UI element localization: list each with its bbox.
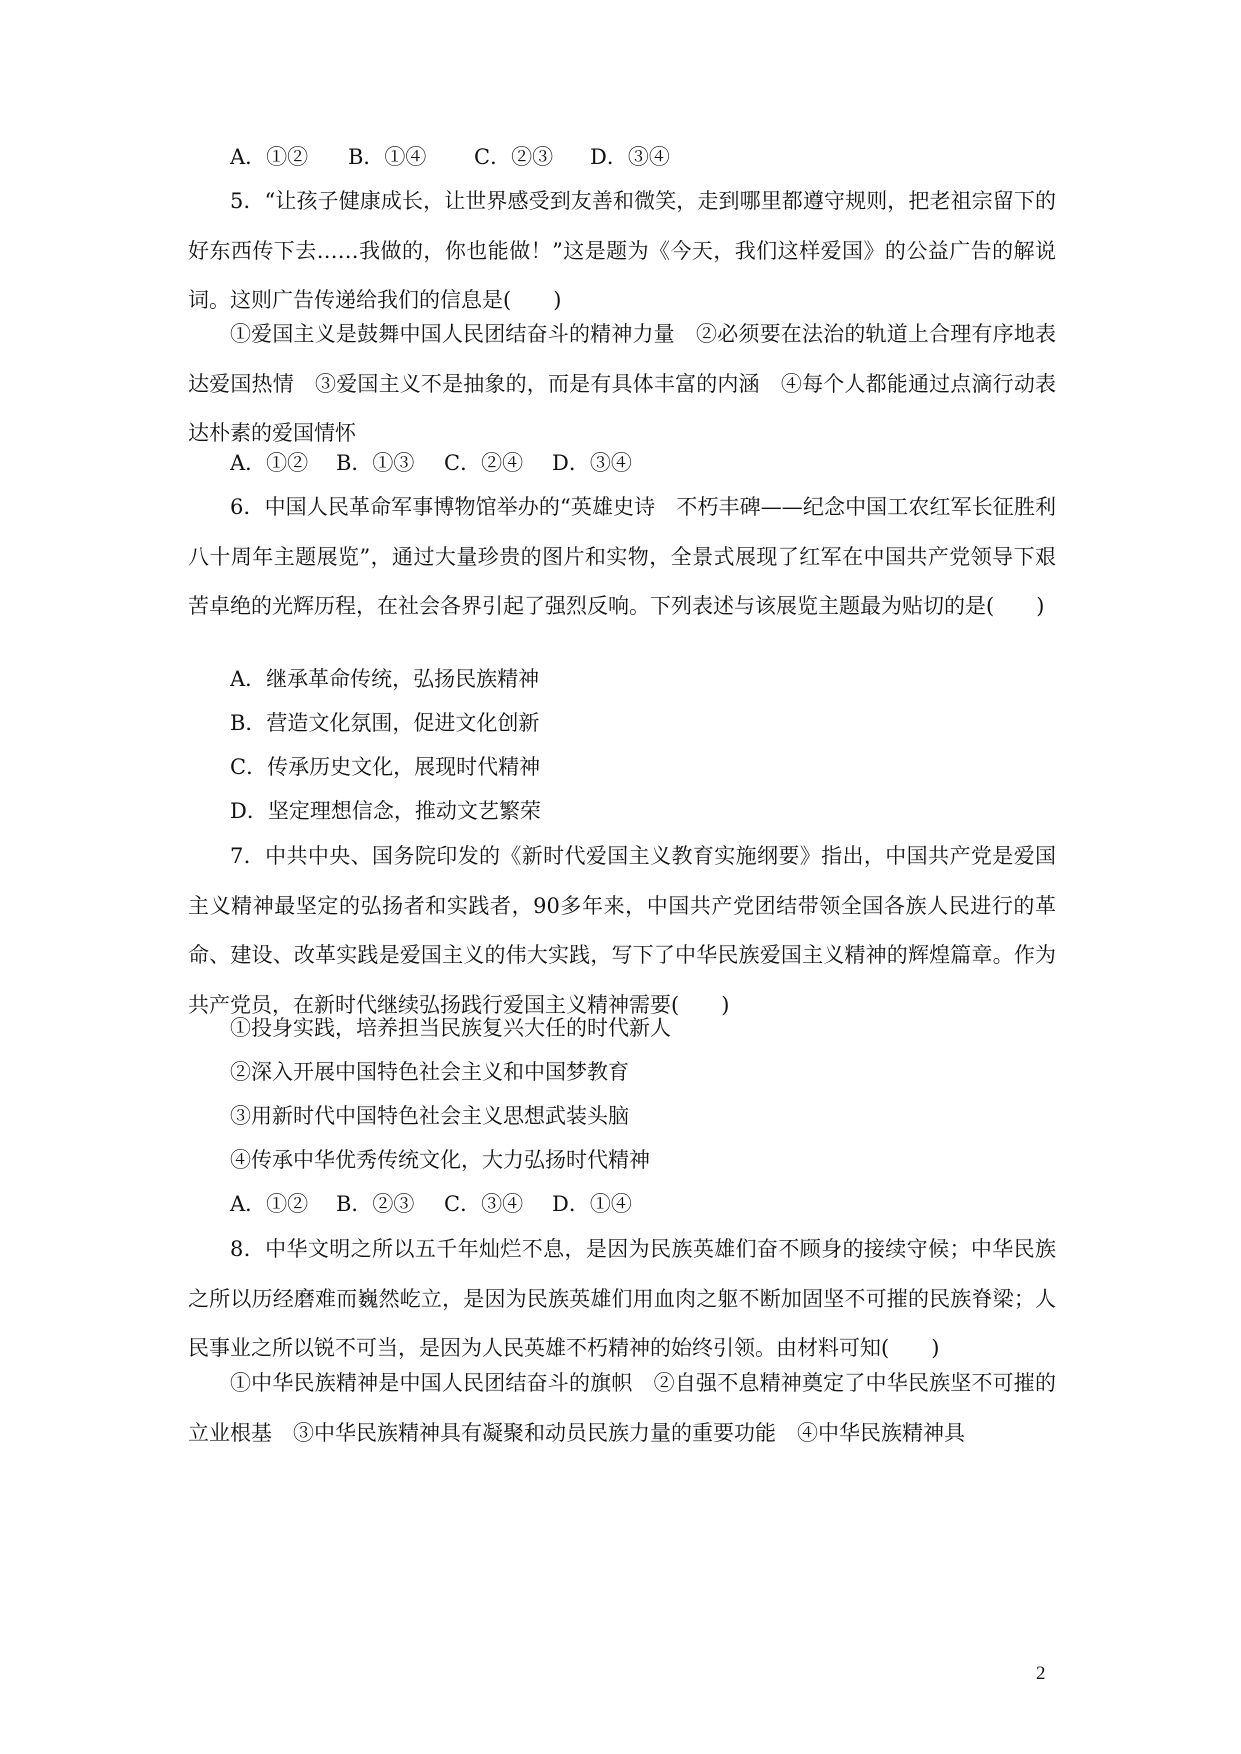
q7-option-c: C．③④	[444, 1192, 524, 1216]
q7-statement-1: ①投身实践，培养担当民族复兴大任的时代新人	[230, 1016, 671, 1040]
page-number: 2	[1036, 1663, 1046, 1684]
q7-statement-4: ④传承中华优秀传统文化，大力弘扬时代精神	[230, 1148, 650, 1172]
q5-option-d: D．③④	[552, 451, 632, 475]
q5-statements: ①爱国主义是鼓舞中国人民团结奋斗的精神力量 ②必须要在法治的轨道上合理有序地表达爱国热情 ③爱国主义不是抽象的，而是有具体丰富的内涵 ④每个人都能通过点滴行动表达朴素的爱国情怀	[188, 322, 1056, 445]
q7-statement-3: ③用新时代中国特色社会主义思想武装头脑	[230, 1104, 629, 1128]
q7-option-b: B．②③	[336, 1192, 415, 1216]
q5-option-a: A．①②	[230, 451, 309, 475]
q6-stem: 6．中国人民革命军事博物馆举办的“英雄史诗 不朽丰碑——纪念中国工农红军长征胜利八十周年主题展览”，通过大量珍贵的图片和实物，全景式展现了红军在中国共产党领导下艰苦卓绝的光辉历程，在社会各界引起了强烈反响。下列表述与该展览主题最为贴切的是( )	[188, 495, 1056, 618]
q5-stem: 5．“让孩子健康成长，让世界感受到友善和微笑，走到哪里都遵守规则，把老祖宗留下的好东西传下去……我做的，你也能做！”这是题为《今天，我们这样爱国》的公益广告的解说词。这则广告传递给我们的信息是( )	[188, 189, 1056, 312]
q4-option-a: A．①②	[230, 145, 309, 169]
q4-option-b: B．①④	[348, 145, 427, 169]
q7-options	[230, 1189, 632, 1219]
q7-stem: 7．中共中央、国务院印发的《新时代爱国主义教育实施纲要》指出，中国共产党是爱国主义精神最坚定的弘扬者和实践者，90多年来，中国共产党团结带领全国各族人民进行的革命、建设、改革实践是爱国主义的伟大实践，写下了中华民族爱国主义精神的辉煌篇章。作为共产党员，在新时代继续弘扬践行爱国主义精神需要( )	[188, 844, 1056, 1017]
q5-options	[230, 448, 632, 478]
q8-statements: ①中华民族精神是中国人民团结奋斗的旗帜 ②自强不息精神奠定了中华民族坚不可摧的立业根基 ③中华民族精神具有凝聚和动员民族力量的重要功能 ④中华民族精神具	[188, 1371, 1056, 1445]
q6-option-d: D．坚定理想信念，推动文艺繁荣	[230, 799, 541, 823]
q7-option-a: A．①②	[230, 1192, 309, 1216]
q7-statement-2: ②深入开展中国特色社会主义和中国梦教育	[230, 1060, 629, 1084]
q5-option-b: B．①③	[336, 451, 415, 475]
q6-option-a: A．继承革命传统，弘扬民族精神	[230, 667, 540, 691]
q6-option-b: B．营造文化氛围，促进文化创新	[230, 711, 540, 735]
q4-option-d: D．③④	[590, 145, 670, 169]
q8-stem: 8．中华文明之所以五千年灿烂不息，是因为民族英雄们奋不顾身的接续守候；中华民族之所以历经磨难而巍然屹立，是因为民族英雄们用血肉之躯不断加固坚不可摧的民族脊梁；人民事业之所以锐不可当，是因为人民英雄不朽精神的始终引领。由材料可知( )	[188, 1237, 1056, 1360]
q5-option-c: C．②④	[444, 451, 524, 475]
q6-option-c: C．传承历史文化，展现时代精神	[230, 755, 541, 779]
q4-option-c: C．②③	[474, 145, 554, 169]
q4-options	[230, 142, 670, 172]
q7-option-d: D．①④	[552, 1192, 632, 1216]
